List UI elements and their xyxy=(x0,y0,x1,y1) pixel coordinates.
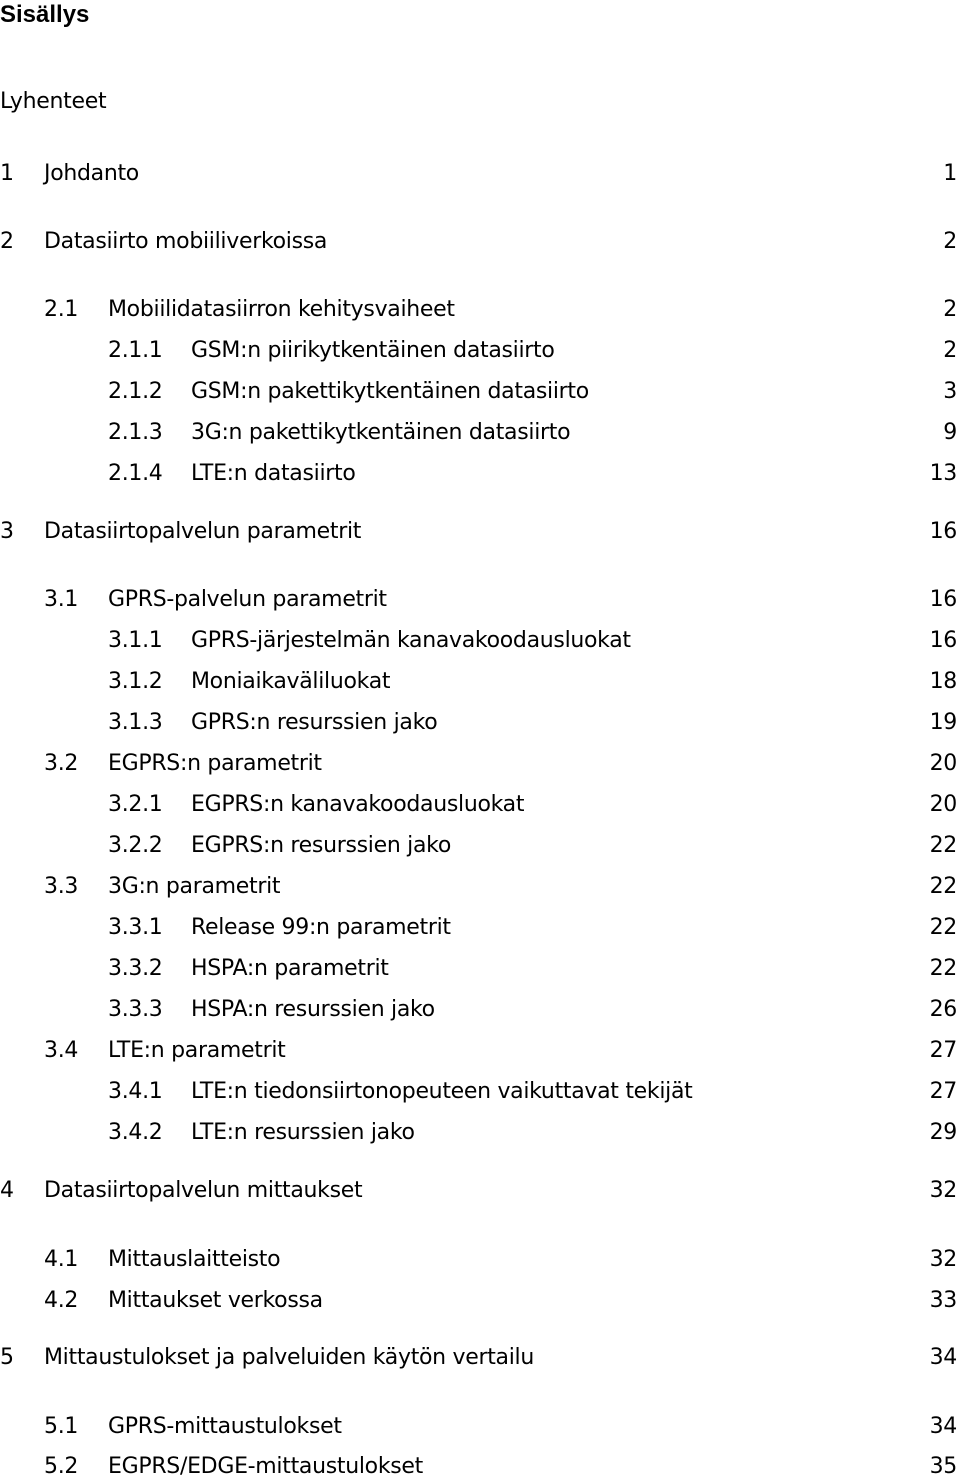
toc-entry-title: Mobiilidatasiirron kehitysvaiheet xyxy=(108,297,455,322)
toc-entry-title: LTE:n resurssien jako xyxy=(191,1120,415,1145)
toc-entry-page: 22 xyxy=(929,874,957,899)
toc-entry[interactable] xyxy=(0,831,960,861)
toc-entry-page: 22 xyxy=(929,956,957,981)
toc-entry-page: 27 xyxy=(929,1079,957,1104)
toc-entry-title: EGPRS:n parametrit xyxy=(108,751,322,776)
toc-entry-page: 2 xyxy=(943,229,957,254)
toc-entry[interactable] xyxy=(0,1343,960,1373)
toc-entry[interactable] xyxy=(0,1077,960,1107)
toc-entry-page: 1 xyxy=(943,161,957,186)
toc-entry-number: 3 xyxy=(0,519,14,544)
toc-entry[interactable] xyxy=(0,1036,960,1066)
toc-entry-page: 26 xyxy=(929,997,957,1022)
toc-entry-page: 3 xyxy=(943,379,957,404)
toc-entry-title: Mittauslaitteisto xyxy=(108,1247,281,1272)
toc-entry[interactable] xyxy=(0,954,960,984)
toc-entry-title: GPRS-palvelun parametrit xyxy=(108,587,387,612)
toc-entry[interactable] xyxy=(0,749,960,779)
toc-entry-title: LTE:n datasiirto xyxy=(191,461,356,486)
toc-entry-number: 2.1.1 xyxy=(108,338,163,363)
toc-entry-page: 16 xyxy=(929,519,957,544)
toc-entry-title: Mittaukset verkossa xyxy=(108,1288,323,1313)
toc-entry-title: HSPA:n parametrit xyxy=(191,956,389,981)
toc-entry[interactable] xyxy=(0,1412,960,1442)
toc-entry-number: 5.2 xyxy=(44,1454,79,1479)
toc-entry-number: 2.1 xyxy=(44,297,79,322)
toc-entry-title: HSPA:n resurssien jako xyxy=(191,997,435,1022)
toc-entry-number: 3.1.2 xyxy=(108,669,163,694)
toc-entry-page: 32 xyxy=(929,1178,957,1203)
toc-entry-number: 1 xyxy=(0,161,14,186)
toc-entry-page: 27 xyxy=(929,1038,957,1063)
toc-entry-page: 35 xyxy=(929,1454,957,1479)
toc-entry[interactable] xyxy=(0,517,960,547)
toc-entry-title: GSM:n piirikytkentäinen datasiirto xyxy=(191,338,555,363)
toc-entry-title: 3G:n pakettikytkentäinen datasiirto xyxy=(191,420,571,445)
toc-entry-page: 18 xyxy=(929,669,957,694)
toc-entry-number: 3.4.1 xyxy=(108,1079,163,1104)
toc-entry[interactable] xyxy=(0,872,960,902)
toc-entry-page: 16 xyxy=(929,587,957,612)
page-title: Sisällys xyxy=(0,1,90,28)
toc-entry-page: 2 xyxy=(943,338,957,363)
toc-entry-page: 29 xyxy=(929,1120,957,1145)
toc-entry[interactable] xyxy=(0,585,960,615)
toc-entry[interactable] xyxy=(0,459,960,489)
toc-entry-number: 3.4 xyxy=(44,1038,79,1063)
toc-entry-number: 3.1.3 xyxy=(108,710,163,735)
toc-entry-page: 22 xyxy=(929,915,957,940)
toc-entry-page: 34 xyxy=(929,1345,957,1370)
toc-entry[interactable] xyxy=(0,336,960,366)
toc-entry[interactable] xyxy=(0,626,960,656)
toc-entry-title: 3G:n parametrit xyxy=(108,874,281,899)
toc-entry[interactable] xyxy=(0,1452,960,1482)
toc-entry[interactable] xyxy=(0,295,960,325)
toc-entry[interactable] xyxy=(0,227,960,257)
toc-entry-page: 34 xyxy=(929,1414,957,1439)
toc-entry-title: EGPRS:n resurssien jako xyxy=(191,833,451,858)
toc-entry-title: Moniaikaväliluokat xyxy=(191,669,391,694)
toc-entry-page: 2 xyxy=(943,297,957,322)
toc-entry-title: LTE:n tiedonsiirtonopeuteen vaikuttavat tekijät xyxy=(191,1079,693,1104)
toc-entry-title: Release 99:n parametrit xyxy=(191,915,451,940)
toc-entry-number: 3.1 xyxy=(44,587,79,612)
toc-entry-number: 3.3 xyxy=(44,874,79,899)
toc-entry-title: LTE:n parametrit xyxy=(108,1038,286,1063)
toc-entry-number: 2.1.4 xyxy=(108,461,163,486)
toc-entry-number: 3.3.3 xyxy=(108,997,163,1022)
toc-entry-page: 32 xyxy=(929,1247,957,1272)
toc-entry-page: 13 xyxy=(929,461,957,486)
toc-entry-title: EGPRS:n kanavakoodausluokat xyxy=(191,792,525,817)
toc-entry[interactable] xyxy=(0,1286,960,1316)
toc-entry-number: 5 xyxy=(0,1345,14,1370)
toc-entry[interactable] xyxy=(0,377,960,407)
toc-entry-page: 33 xyxy=(929,1288,957,1313)
toc-entry-page: 19 xyxy=(929,710,957,735)
toc-entry[interactable] xyxy=(0,1245,960,1275)
toc-entry[interactable] xyxy=(0,913,960,943)
toc-entry-number: 2.1.3 xyxy=(108,420,163,445)
toc-entry[interactable] xyxy=(0,1176,960,1206)
toc-entry-number: 5.1 xyxy=(44,1414,79,1439)
toc-entry-title: Datasiirtopalvelun mittaukset xyxy=(44,1178,363,1203)
toc-entry-number: 2 xyxy=(0,229,14,254)
toc-entry[interactable] xyxy=(0,995,960,1025)
toc-entry-title: EGPRS/EDGE-mittaustulokset xyxy=(108,1454,423,1479)
toc-entry-page: 20 xyxy=(929,792,957,817)
toc-entry-number: 3.3.2 xyxy=(108,956,163,981)
toc-entry-number: 4.2 xyxy=(44,1288,79,1313)
toc-entry-title: GPRS:n resurssien jako xyxy=(191,710,438,735)
toc-entry-page: 9 xyxy=(943,420,957,445)
toc-entry[interactable] xyxy=(0,1118,960,1148)
toc-entry-title: GPRS-järjestelmän kanavakoodausluokat xyxy=(191,628,631,653)
toc-entry-number: 3.3.1 xyxy=(108,915,163,940)
toc-entry-title: Mittaustulokset ja palveluiden käytön vertailu xyxy=(44,1345,534,1370)
toc-entry-number: 3.2.1 xyxy=(108,792,163,817)
toc-entry[interactable] xyxy=(0,790,960,820)
toc-entry-number: 2.1.2 xyxy=(108,379,163,404)
toc-entry-number: 3.1.1 xyxy=(108,628,163,653)
toc-entry-title: GPRS-mittaustulokset xyxy=(108,1414,342,1439)
toc-entry-number: 3.2.2 xyxy=(108,833,163,858)
toc-entry-title: Johdanto xyxy=(44,161,139,186)
toc-entry-number: 4.1 xyxy=(44,1247,79,1272)
toc-entry[interactable] xyxy=(0,159,960,189)
toc-entry-title: Datasiirtopalvelun parametrit xyxy=(44,519,362,544)
toc-entry[interactable] xyxy=(0,708,960,738)
toc-entry[interactable] xyxy=(0,418,960,448)
toc-entry[interactable] xyxy=(0,667,960,697)
toc-entry-page: 16 xyxy=(929,628,957,653)
toc-entry-page: 20 xyxy=(929,751,957,776)
toc-entry-number: 3.2 xyxy=(44,751,79,776)
toc-entry-page: 22 xyxy=(929,833,957,858)
toc-entry-title: Datasiirto mobiiliverkoissa xyxy=(44,229,328,254)
toc-entry[interactable] xyxy=(0,87,960,117)
toc-entry-title: Lyhenteet xyxy=(0,89,107,114)
toc-entry-number: 4 xyxy=(0,1178,14,1203)
toc-entry-number: 3.4.2 xyxy=(108,1120,163,1145)
toc-entry-title: GSM:n pakettikytkentäinen datasiirto xyxy=(191,379,589,404)
